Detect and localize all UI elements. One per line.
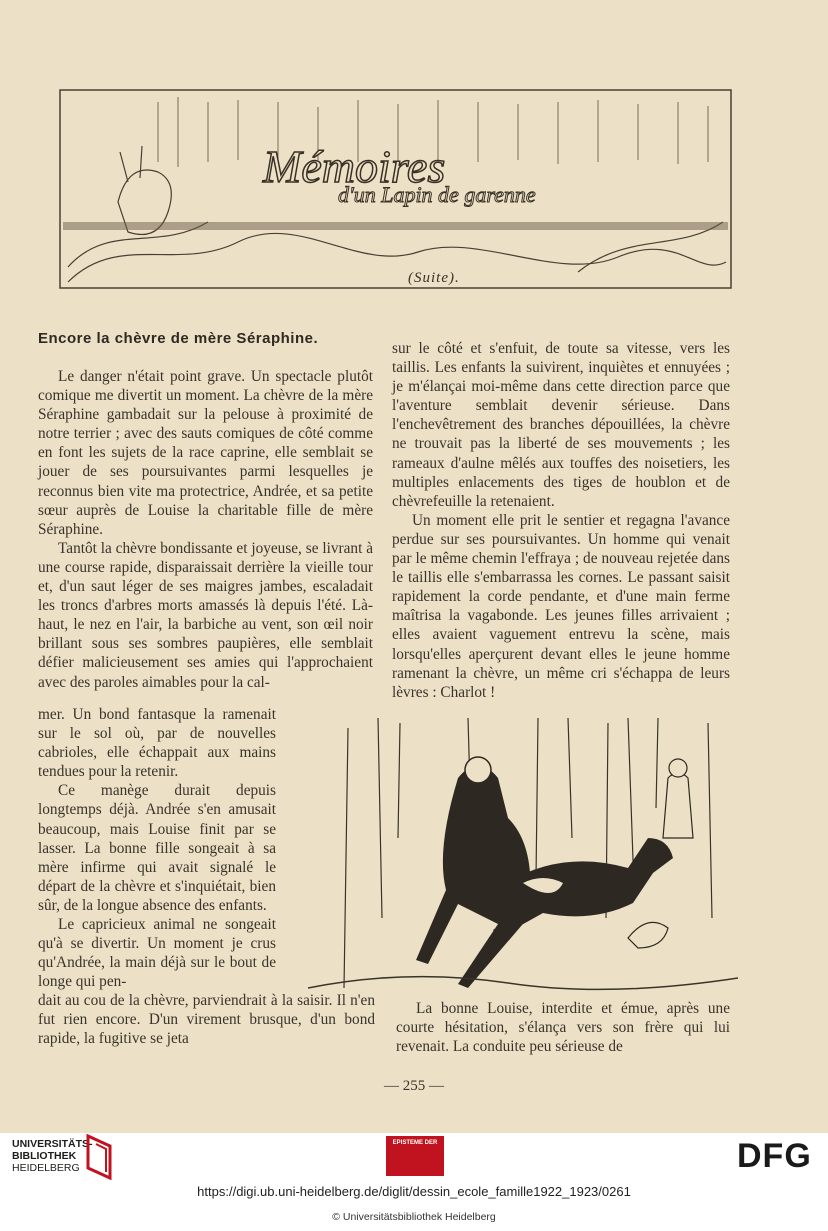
left-column-upper: [38, 367, 373, 712]
paragraph: sur le côté et s'enfuit, de toute sa vitesse, vers les taillis. Les enfants la suivirent, inquiètes et ennuyées ; je m'élançai moi-même dans cette direction parce que l'aventure semblait devenir sérieuse. Dans l'enchevêtrement des branches dépouillées, la chèvre ne trouvait pas la liberté de ses mouvements ; les rameaux d'aulne mêlés aux touffes des noisetiers, les multiples enlacements des tiges de houblon et de chèvrefeuille la retenaient.: [392, 340, 730, 510]
paragraph: Tantôt la chèvre bondissante et joyeuse, se livrant à une course rapide, disparaissait derrière la vieille tour et, d'un saut léger de ses maigres jambes, escaladait les troncs d'arbres morts amassés là depuis l'été. Là-haut, le nez en l'air, la barbiche au vent, son œil noir brillant sous ses sombres paupières, elle semblait défier malicieusement ses amies qui l'approchaient avec des paroles aimables pour la cal-: [38, 539, 373, 691]
library-name-line: UNIVERSITÄTS-: [12, 1138, 93, 1150]
dfg-logo: DFG: [737, 1137, 812, 1175]
document-url[interactable]: https://digi.ub.uni-heidelberg.de/diglit/dessin_ecole_famille1922_1923/0261: [197, 1184, 631, 1199]
paragraph: dait au cou de la chèvre, parviendrait à la saisir. Il n'en fut rien encore. D'un virement brusque, d'un bond rapide, la fugitive se jeta: [38, 992, 375, 1048]
copyright-notice: © Universitätsbibliothek Heidelberg: [332, 1211, 496, 1223]
right-column-upper: [392, 339, 730, 719]
paragraph: mer. Un bond fantasque la ramenait sur le sol où, par de nouvelles cabrioles, elle échappait aux mains tendues pour la retenir.: [38, 706, 276, 781]
library-logo-text: [12, 1138, 93, 1174]
left-column-beside-illustration: [38, 705, 276, 990]
section-title: Encore la chèvre de mère Séraphine.: [38, 330, 319, 347]
library-name-line: HEIDELBERG: [12, 1162, 80, 1174]
paragraph: Ce manège durait depuis longtemps déjà. Andrée s'en amusait beaucoup, mais Louise finit par se lasser. La bonne fille songeait à sa mère infirme qui avait signalé le départ de la chèvre et s'inquiétait, bien sûr, de la longue absence des enfants.: [38, 782, 276, 914]
suite-label: (Suite).: [408, 270, 460, 286]
paragraph: Le danger n'était point grave. Un spectacle plutôt comique me divertit un moment. La chèvre de la mère Séraphine gambadait sur la pelouse à proximité de notre terrier ; avec des sauts comiques de côté comme en font les sujets de la race caprine, elle semblait se jouer de ses poursuivantes parmi lesquelles je reconnus bien vite ma protectrice, Andrée, et sa petite sœur auprès de Louise la charitable fille de mère Séraphine.: [38, 368, 373, 538]
paragraph: La bonne Louise, interdite et émue, après une courte hésitation, s'élança vers son frère qui lui revenait. La conduite peu sérieuse de: [396, 1000, 730, 1056]
decorative-title-banner: [58, 82, 733, 292]
page-number: — 255 —: [384, 1078, 444, 1094]
paragraph: Le capricieux animal ne songeait qu'à se divertir. Un moment je crus qu'Andrée, la main déjà sur le bout de longe qui pen-: [38, 916, 276, 991]
right-column-lower: [396, 999, 730, 1064]
library-name-line: BIBLIOTHEK: [12, 1150, 77, 1162]
illustration-goat-chase: [308, 718, 738, 1000]
left-column-lower: [38, 991, 375, 1061]
episteme-logo: [386, 1136, 444, 1176]
paragraph: Un moment elle prit le sentier et regagna l'avance perdue sur ses poursuivantes. Un homme qui venait par le même chemin l'effraya ; de nouveau rejetée dans le taillis elle s'embarrassa les cornes. Le passant saisit rapidement la corde pendante, et d'une main ferme maîtrisa la vagabonde. Les jeunes filles arrivaient ; elles avaient vaguement entrevu la scène, mais lorsqu'elles aperçurent devant elles le jeune homme ramenant la chèvre, un même cri s'échappa de leurs lèvres : Charlot !: [392, 511, 730, 701]
banner-title: Mémoires: [263, 141, 446, 192]
banner-subtitle: d'un Lapin de garenne: [338, 182, 536, 207]
episteme-logo-text: EPISTEME DER: [392, 1140, 438, 1146]
library-logo-icon: [84, 1134, 116, 1180]
